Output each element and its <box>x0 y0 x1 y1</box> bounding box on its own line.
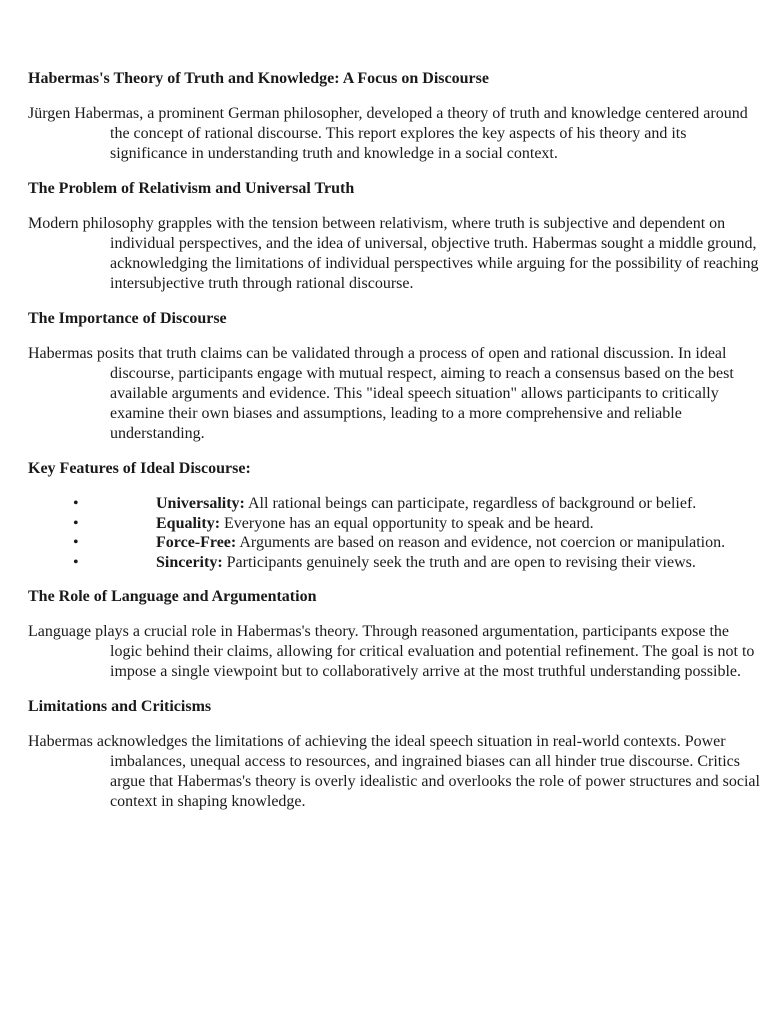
feature-term: Sincerity: <box>156 553 223 571</box>
bullet-icon: • <box>73 495 79 512</box>
limitations-paragraph: Habermas acknowledges the limitations of achieving the ideal speech situation in real-world contexts. Power imbalances, unequal access to resources, and ingrained biases can all hinder true discourse. Critics argue that Habermas's theory is overly idealistic and overlooks the role of power structures and social context in shaping knowledge. <box>28 733 760 810</box>
key-features-list <box>28 494 760 572</box>
feature-text: Arguments are based on reason and evidence, not coercion or manipulation. <box>236 534 726 551</box>
section-heading-relativism: The Problem of Relativism and Universal Truth <box>28 180 355 197</box>
list-item <box>28 533 726 553</box>
feature-text: All rational beings can participate, regardless of background or belief. <box>244 495 697 512</box>
section-heading-limitations: Limitations and Criticisms <box>28 698 212 715</box>
section-heading-discourse: The Importance of Discourse <box>28 310 227 327</box>
section-heading-key-features: Key Features of Ideal Discourse: <box>28 460 251 477</box>
feature-term: Universality: <box>156 495 245 512</box>
bullet-icon: • <box>73 553 79 571</box>
relativism-paragraph: Modern philosophy grapples with the tension between relativism, where truth is subjective and dependent on individual perspectives, and the idea of universal, objective truth. Habermas sought a middle ground, acknowledging the limitations of individual perspectives while arguing for the possibility of reaching intersubjective truth through rational discourse. <box>28 215 759 292</box>
intro-paragraph: Jürgen Habermas, a prominent German philosopher, developed a theory of truth and knowledge centered around the concept of rational discourse. This report explores the key aspects of his theory and its significance in understanding truth and knowledge in a social context. <box>28 105 748 162</box>
bullet-icon: • <box>73 534 79 551</box>
section-heading-language: The Role of Language and Argumentation <box>28 588 317 605</box>
feature-text: Everyone has an equal opportunity to speak and be heard. <box>220 514 594 532</box>
list-item <box>28 494 726 514</box>
feature-term: Equality: <box>156 514 221 532</box>
document-page <box>28 68 760 812</box>
bullet-icon: • <box>73 514 79 532</box>
discourse-paragraph: Habermas posits that truth claims can be validated through a process of open and rational discussion. In ideal discourse, participants engage with mutual respect, aiming to reach a consensus based on the best available arguments and evidence. This "ideal speech situation" allows participants to critically examine their own biases and assumptions, leading to a more comprehensive and reliable understanding. <box>28 345 734 442</box>
language-paragraph: Language plays a crucial role in Habermas's theory. Through reasoned argumentation, participants expose the logic behind their claims, allowing for critical evaluation and potential refinement. The goal is not to impose a single viewpoint but to collaboratively arrive at the most truthful understanding possible. <box>28 623 755 680</box>
feature-term: Force-Free: <box>156 534 237 551</box>
list-item <box>28 514 726 534</box>
document-title: Habermas's Theory of Truth and Knowledge: A Focus on Discourse <box>28 70 489 87</box>
list-item <box>28 553 726 573</box>
feature-text: Participants genuinely seek the truth and are open to revising their views. <box>222 553 696 571</box>
